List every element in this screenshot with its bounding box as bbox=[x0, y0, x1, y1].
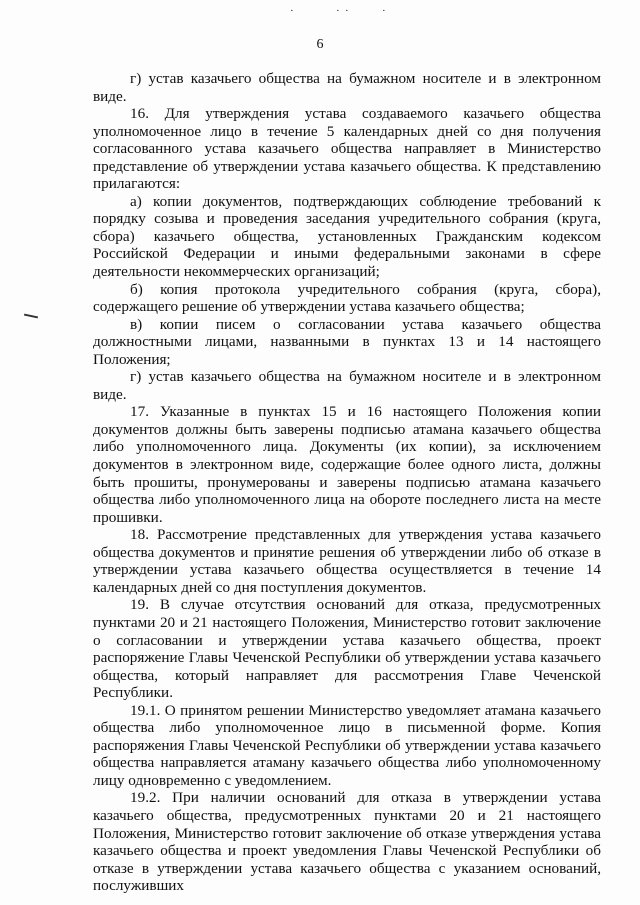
paragraph-item-g-continued: г) устав казачьего общества на бумажном носителе и в электронном виде. bbox=[93, 70, 601, 105]
paragraph-19-1: 19.1. О принятом решении Министерство уведомляет атамана казачьего общества либо уполномоченное лицо в письменной форме. Копия распоряжения Главы Чеченской Республики об утверждении устава казачьего общества направляется атаману казачьего общества либо уполномоченному лицу одновременно с уведомлением. bbox=[93, 701, 601, 789]
paragraph-18: 18. Рассмотрение представленных для утверждения устава казачьего общества документов и принятие решения об утверждении либо об отказе в утверждении устава казачьего общества осуществляется в течение 14 календарных дней со дня поступления документов. bbox=[93, 526, 601, 596]
paragraph-17: 17. Указанные в пунктах 15 и 16 настоящего Положения копии документов должны быть заверены подписью атамана казачьего общества либо уполномоченного лица. Документы (их копии), за исключением документов в электронном виде, содержащие более одного листа, должны быть прошиты, пронумерованы и заверены подписью атамана казачьего общества либо уполномоченного лица на обороте последнего листа на месте прошивки. bbox=[93, 403, 601, 526]
document-body bbox=[93, 70, 601, 895]
margin-mark bbox=[24, 314, 38, 319]
paragraph-item-v: в) копии писем о согласовании устава казачьего общества должностными лицами, названными в пунктах 13 и 14 настоящего Положения; bbox=[93, 315, 601, 368]
paragraph-item-b: б) копия протокола учредительного собрания (круга, сбора), содержащего решение об утверждении устава казачьего общества; bbox=[93, 280, 601, 316]
paragraph-19: 19. В случае отсутствия оснований для отказа, предусмотренных пунктами 20 и 21 настоящего Положения, Министерство готовит заключение о согласовании и утверждении устава казачьего общества, проект распоряжение Главы Чеченской Республики об утверждении устава казачьего общества, который направляет для рассмотрения Главе Чеченской Республики. bbox=[93, 596, 601, 702]
paragraph-item-a: а) копии документов, подтверждающих соблюдение требований к порядку созыва и проведения заседания учредительного собрания (круга, сбора) казачьего общества, установленных Гражданским кодексом Российской Федерации и иными федеральными законами в сфере деятельности некоммерческих организаций; bbox=[93, 192, 601, 281]
paragraph-16: 16. Для утверждения устава создаваемого казачьего общества уполномоченное лицо в течение 5 календарных дней со дня получения согласованного устава казачьего общества направляет в Министерство представление об утверждении устава казачьего общества. К представлению прилагаются: bbox=[93, 105, 601, 193]
scan-speck: · bbox=[336, 5, 340, 17]
paragraph-19-2: 19.2. При наличии оснований для отказа в утверждении устава казачьего общества, предусмотренных пунктами 20 и 21 настоящего Положения, Министерство готовит заключение об отказе утверждения устава казачьего общества и проект уведомления Главы Чеченской Республики об отказе в утверждении устава казачьего общества с указанием оснований, послуживших bbox=[93, 789, 601, 895]
paragraph-item-g: г) устав казачьего общества на бумажном носителе и в электронном виде. bbox=[93, 368, 601, 403]
scan-speck: · bbox=[345, 5, 349, 17]
scan-speck: · bbox=[382, 5, 386, 17]
page-number: 6 bbox=[316, 37, 324, 52]
scan-speck: · bbox=[290, 5, 294, 17]
